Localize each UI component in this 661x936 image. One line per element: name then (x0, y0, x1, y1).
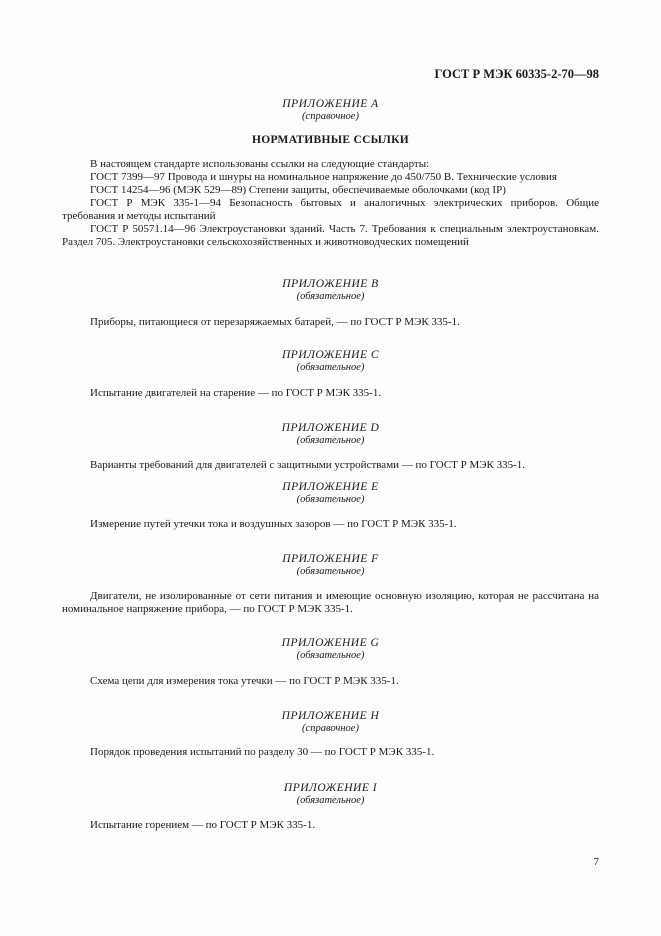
appendix-h-text (62, 746, 599, 759)
appendix-b-title: ПРИЛОЖЕНИЕ В (282, 278, 379, 290)
appendix-i-text (62, 819, 599, 832)
appendix-b-text (62, 316, 599, 329)
appendix-i-paragraph: Испытание горением — по ГОСТ Р МЭК 335-1. (90, 819, 316, 831)
appendix-e-text (62, 518, 599, 531)
appendix-a-type: (справочное) (302, 111, 359, 122)
reference-item: ГОСТ Р 50571.14—96 Электроустановки зданий. Часть 7. Требования к специальным электроустановкам. Раздел 705. Электроустановки сельскохозяйственных и животноводческих помещений (62, 223, 599, 248)
section-heading: НОРМАТИВНЫЕ ССЫЛКИ (251, 134, 410, 146)
appendix-c-paragraph: Испытание двигателей на старение — по ГОСТ Р МЭК 335-1. (90, 387, 382, 399)
appendix-f-text (62, 590, 599, 616)
page-number: 7 (593, 856, 599, 868)
appendix-e-title: ПРИЛОЖЕНИЕ Е (282, 481, 379, 493)
appendix-c-text (62, 387, 599, 400)
appendix-i-title: ПРИЛОЖЕНИЕ I (283, 782, 378, 794)
appendix-f-title: ПРИЛОЖЕНИЕ F (282, 553, 379, 565)
appendix-d-type: (обязательное) (296, 435, 365, 446)
references-intro: В настоящем стандарте использованы ссылки на следующие стандарты: (90, 158, 430, 170)
appendix-h-type: (справочное) (302, 723, 359, 734)
appendix-b-paragraph: Приборы, питающиеся от перезаряжаемых батарей, — по ГОСТ Р МЭК 335-1. (90, 316, 460, 328)
appendix-b-type: (обязательное) (296, 291, 365, 302)
appendix-i-type: (обязательное) (296, 795, 365, 806)
appendix-h-title: ПРИЛОЖЕНИЕ Н (281, 710, 380, 722)
appendix-d-paragraph: Варианты требований для двигателей с защитными устройствами — по ГОСТ Р МЭК 335-1. (90, 459, 526, 471)
reference-item: ГОСТ 7399—97 Провода и шнуры на номинальное напряжение до 450/750 В. Технические условия (90, 171, 557, 183)
references-list (62, 158, 599, 249)
appendix-e-paragraph: Измерение путей утечки тока и воздушных зазоров — по ГОСТ Р МЭК 335-1. (90, 518, 457, 530)
appendix-c-title: ПРИЛОЖЕНИЕ С (281, 349, 380, 361)
appendix-g-type: (обязательное) (296, 650, 365, 661)
appendix-f-type: (обязательное) (296, 566, 365, 577)
document-code: ГОСТ Р МЭК 60335-2-70—98 (434, 67, 599, 81)
appendix-a-title: ПРИЛОЖЕНИЕ А (282, 98, 379, 110)
appendix-f-paragraph: Двигатели, не изолированные от сети питания и имеющие основную изоляцию, которая не рассчитана на номинальное напряжение прибора, — по ГОСТ Р МЭК 335-1. (62, 590, 599, 615)
reference-item: ГОСТ 14254—96 (МЭК 529—89) Степени защиты, обеспечиваемые оболочками (код IP) (90, 184, 506, 196)
appendix-e-type: (обязательное) (296, 494, 365, 505)
appendix-h-paragraph: Порядок проведения испытаний по разделу 30 — по ГОСТ Р МЭК 335-1. (90, 746, 435, 758)
appendix-d-title: ПРИЛОЖЕНИЕ D (281, 422, 380, 434)
appendix-c-type: (обязательное) (296, 362, 365, 373)
appendix-d-text (62, 459, 599, 472)
appendix-g-paragraph: Схема цепи для измерения тока утечки — по ГОСТ Р МЭК 335-1. (90, 675, 399, 687)
appendix-g-title: ПРИЛОЖЕНИЕ G (281, 637, 380, 649)
reference-item: ГОСТ Р МЭК 335-1—94 Безопасность бытовых и аналогичных электрических приборов. Общие требования и методы испытаний (62, 197, 599, 222)
appendix-g-text (62, 675, 599, 688)
